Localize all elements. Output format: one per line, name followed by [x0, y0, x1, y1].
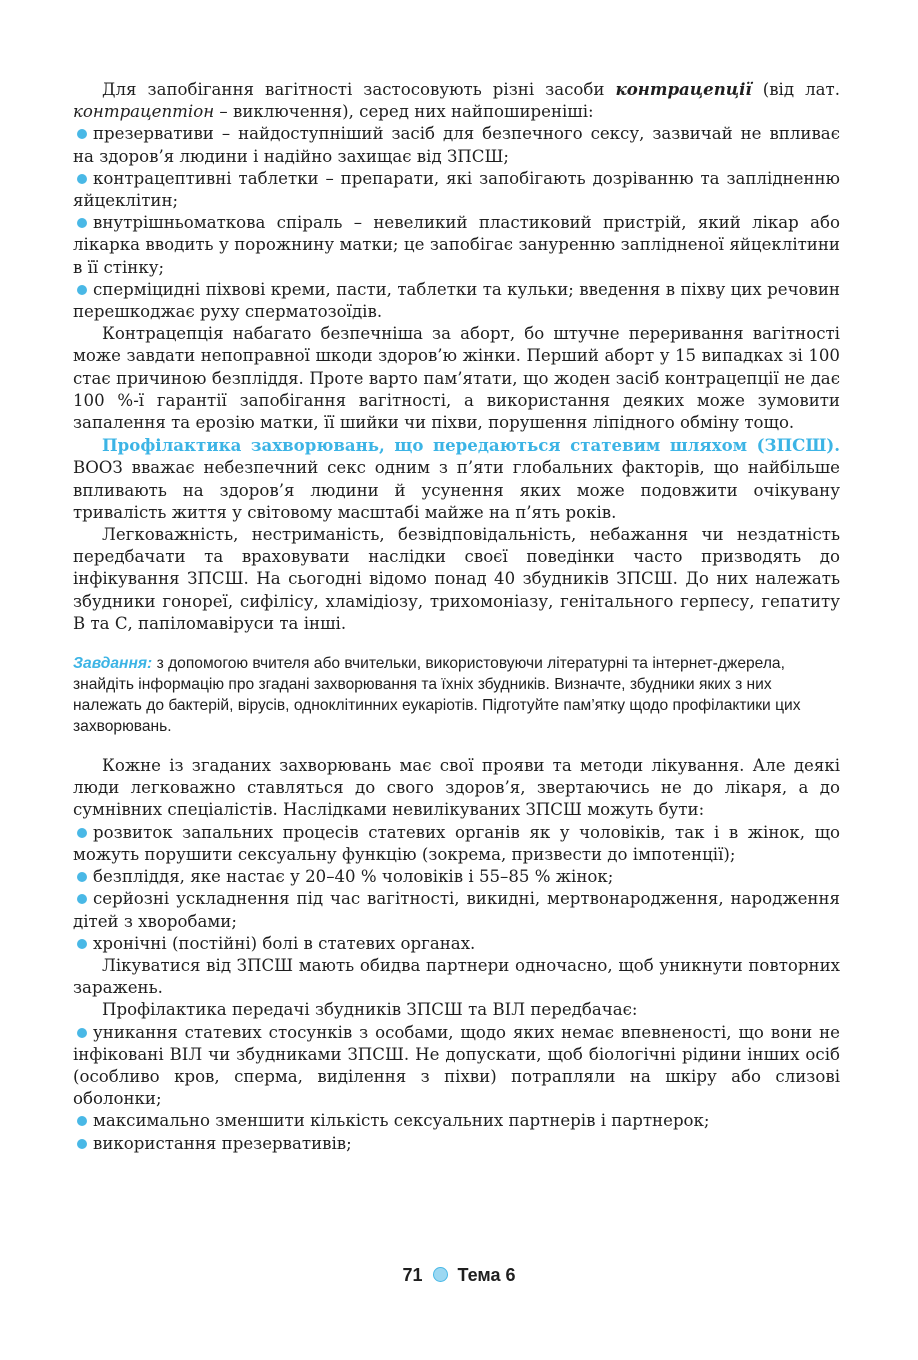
bullet-icon	[77, 894, 87, 904]
list-item: використання презервативів;	[73, 1133, 840, 1155]
consequences-paragraph: Кожне із згаданих захворювань має свої прояви та методи лікування. Але деякі люди легковажно ставляться до свого здоров’я, звертаючись не до лікаря, а до сумнівних спеціалістів. Наслідками невилікуваних ЗПСШ можуть бути:	[73, 756, 840, 820]
list-item: уникання статевих стосунків з особами, щодо яких немає впевненості, що вони не інфіковані ВІЛ чи збудниками ЗПСШ. Не допускати, щоб біологічні рідини інших осіб (особливо кров, сперма, виділення з піхви) потрапляли на шкіру або слизові оболонки;	[73, 1022, 840, 1109]
list-item: внутрішньоматкова спіраль – невеликий пластиковий пристрій, який лікар або лікарка вводить у порожнину матки; це запобігає зануренню заплідненої яйцеклітини в її стінку;	[73, 213, 840, 277]
section-heading: Профілактика захворювань, що передаються статевим шляхом (ЗПСШ).	[102, 435, 840, 456]
latin-term: контрацептіон	[73, 102, 215, 122]
list-item: серйозні ускладнення під час вагітності, викидні, мертвонародження, народження дітей з хворобами;	[73, 889, 840, 931]
list-item: контрацептивні таблетки – препарати, які запобігають дозріванню та заплідненню яйцеклітин;	[73, 168, 840, 211]
task-text: з допомогою вчителя або вчительки, використовуючи літературні та інтернет-джерела, знайдіть інформацію про згадані захворювання та їхніх збудників. Визначте, збудники яких з них належать до бактерій, вірусів, одноклітинних еукаріотів. Підготуйте пам’ятку щодо профілактики цих захворювань.	[73, 655, 801, 736]
list-item: презервативи – найдоступніший засіб для безпечного сексу, зазвичай не впливає на здоров’я людини і надійно захищає від ЗПСШ;	[73, 124, 840, 166]
page-number: 71	[402, 1265, 423, 1285]
section-paragraph: Профілактика захворювань, що передаються статевим шляхом (ЗПСШ). ВООЗ вважає небезпечний секс одним з п’яти глобальних факторів, що найбільше впливають на здоров’я людини й усунення яких може подовжити очікувану тривалість життя у світовому масштабі майже на п’ять років.	[73, 435, 840, 522]
bullet-icon	[77, 1028, 87, 1038]
bullet-icon	[77, 872, 87, 882]
list-item: сперміцидні піхвові креми, пасти, таблетки та кульки; введення в піхву цих речовин перешкоджає руху сперматозоїдів.	[73, 279, 840, 322]
footer-dot-icon	[433, 1267, 448, 1282]
list-item: хронічні (постійні) болі в статевих органах.	[73, 933, 840, 955]
page-footer	[0, 1265, 918, 1286]
intro-paragraph: Для запобігання вагітності застосовують різні засоби контрацепції (від лат. контрацептіон – виключення), серед них найпоширеніші:	[73, 79, 840, 122]
bullet-icon	[77, 828, 87, 838]
term-contraception: контрацепції	[615, 79, 752, 99]
abortion-paragraph: Контрацепція набагато безпечніша за аборт, бо штучне переривання вагітності може завдати непоправної шкоди здоров’ю жінки. Перший аборт у 15 випадках зі 100 стає причиною безпліддя. Проте варто пам’ятати, що жоден засіб контрацепції не дає 100 %-ї гарантії запобігання вагітності, а використання деяких може зумовити запалення та ерозію матки, її шийки чи піхви, порушення ліпідного обміну тощо.	[73, 324, 840, 433]
page-content	[73, 78, 840, 1155]
treatment-paragraph: Лікуватися від ЗПСШ мають обидва партнери одночасно, щоб уникнути повторних заражень.	[73, 955, 840, 998]
bullet-icon	[77, 939, 87, 949]
list-item: безпліддя, яке настає у 20–40 % чоловіків і 55–85 % жінок;	[73, 866, 840, 888]
list-item: максимально зменшити кількість сексуальних партнерів і партнерок;	[73, 1110, 840, 1132]
topic-label: Тема 6	[457, 1265, 516, 1285]
prevention-paragraph: Профілактика передачі збудників ЗПСШ та ВІЛ передбачає:	[102, 1000, 638, 1020]
bullet-icon	[77, 174, 87, 184]
bullet-icon	[77, 129, 87, 139]
task-label: Завдання:	[73, 655, 153, 673]
task-box	[73, 653, 840, 737]
bullet-icon	[77, 218, 87, 228]
bullet-icon	[77, 285, 87, 295]
list-item: розвиток запальних процесів статевих органів як у чоловіків, так і в жінок, що можуть порушити сексуальну функцію (зокрема, призвести до імпотенції);	[73, 822, 840, 864]
bullet-icon	[77, 1116, 87, 1126]
causes-paragraph: Легковажність, нестриманість, безвідповідальність, небажання чи нездатність передбачати та враховувати наслідки своєї поведінки часто призводять до інфікування ЗПСШ. На сьогодні відомо понад 40 збудників ЗПСШ. До них належать збудники гонореї, сифілісу, хламідіозу, трихомоніазу, генітального герпесу, гепатиту В та С, папіломавіруси та інші.	[73, 525, 840, 633]
bullet-icon	[77, 1139, 87, 1149]
